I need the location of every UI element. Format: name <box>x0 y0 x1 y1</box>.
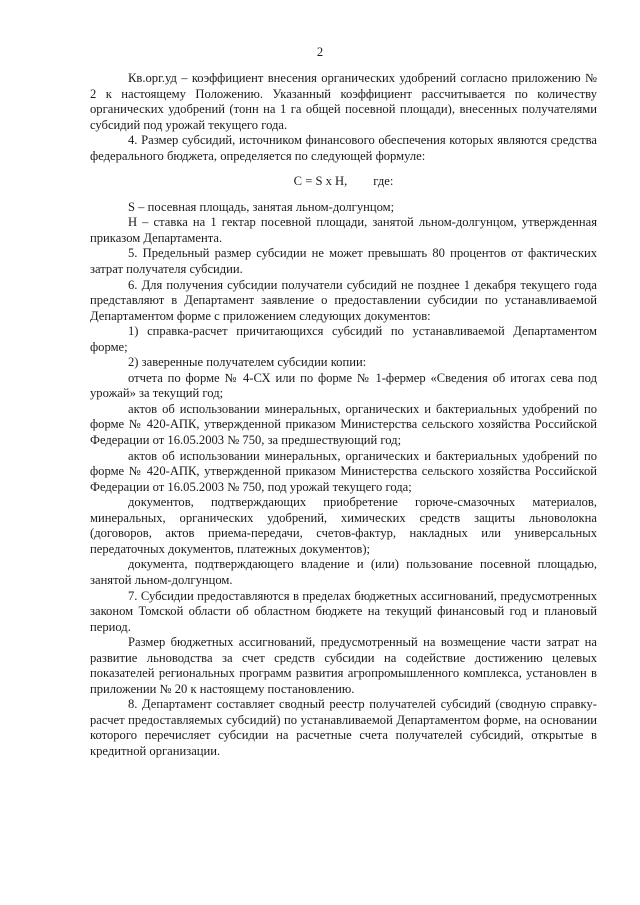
paragraph-item-6: 6. Для получения субсидии получатели субсидий не позднее 1 декабря текущего года представляют в Департамент заявление о предоставлении субсидии по устанавливаемой Департаментом форме с приложением следующих документов: <box>90 277 597 323</box>
paragraph-item-4: 4. Размер субсидий, источником финансового обеспечения которых являются средства федерального бюджета, определяется по следующей формуле: <box>90 133 597 163</box>
page-number: 2 <box>316 45 324 59</box>
formula <box>90 174 597 190</box>
paragraph-item-5: 5. Предельный размер субсидии не может превышать 80 процентов от фактических затрат получателя субсидии. <box>90 246 597 277</box>
paragraph-item-7: 7. Субсидии предоставляются в пределах бюджетных ассигнований, предусмотренных законом Томской области об областном бюджете на текущий финансовый год и плановый период. <box>90 588 597 634</box>
formula-expression: C = S x H, <box>293 174 348 189</box>
formula-where: где: <box>373 174 394 189</box>
paragraph-acts-previous-year: актов об использовании минеральных, органических и бактериальных удобрений по форме № 420-АПК, утвержденной приказом Министерства сельского хозяйства Российской Федерации от 16.05.2003 № 750, за предшествующий год; <box>90 401 597 448</box>
paragraph-acts-current-year: актов об использовании минеральных, органических и бактериальных удобрений по форме № 420-АПК, утвержденной приказом Министерства сельского хозяйства Российской Федерации от 16.05.2003 № 750, под урожай текущего года; <box>90 448 597 494</box>
paragraph-ownership-document: документа, подтверждающего владение и (или) пользование посевной площадью, занятой льном-долгунцом. <box>90 557 597 587</box>
paragraph-coefficient-definition: Кв.орг.уд – коэффициент внесения органических удобрений согласно приложению № 2 к настоящему Положению. Указанный коэффициент рассчитывается по количеству органических удобрений (тонн на 1 га общей посевной площади), внесенных получателями субсидий под урожай текущего года. <box>90 71 597 132</box>
document-body <box>90 71 597 760</box>
paragraph-h-definition: Н – ставка на 1 гектар посевной площади, занятой льном-долгунцом, утвержденная приказом Департамента. <box>90 215 597 245</box>
paragraph-report-form: отчета по форме № 4-СХ или по форме № 1-фермер «Сведения об итогах сева под урожай» за текущий год; <box>90 370 597 401</box>
paragraph-budget-allocations: Размер бюджетных ассигнований, предусмотренный на возмещение части затрат на развитие льноводства за счет средств субсидии на содействие достижению целевых показателей региональных программ развития агропромышленного комплекса, установлен в приложении № 20 к настоящему постановлению. <box>90 635 597 696</box>
paragraph-item-8: 8. Департамент составляет сводный реестр получателей субсидий (сводную справку-расчет предоставляемых субсидий) по устанавливаемой Департаментом форме, на основании которого перечисляет субсидии на расчетные счета получателей субсидий, открытые в кредитной организации. <box>90 697 597 758</box>
paragraph-s-definition: S – посевная площадь, занятая льном-долгунцом; <box>128 199 395 214</box>
paragraph-item-6-1: 1) справка-расчет причитающихся субсидий по устанавливаемой Департаментом форме; <box>90 324 597 354</box>
paragraph-item-6-2: 2) заверенные получателем субсидии копии: <box>128 355 367 370</box>
paragraph-purchase-documents: документов, подтверждающих приобретение горюче-смазочных материалов, минеральных, органических удобрений, химических средств защиты льноволокна (договоров, актов приема-передачи, счетов-фактур, накладных или универсальных передаточных документов, платежных документов); <box>90 495 597 556</box>
